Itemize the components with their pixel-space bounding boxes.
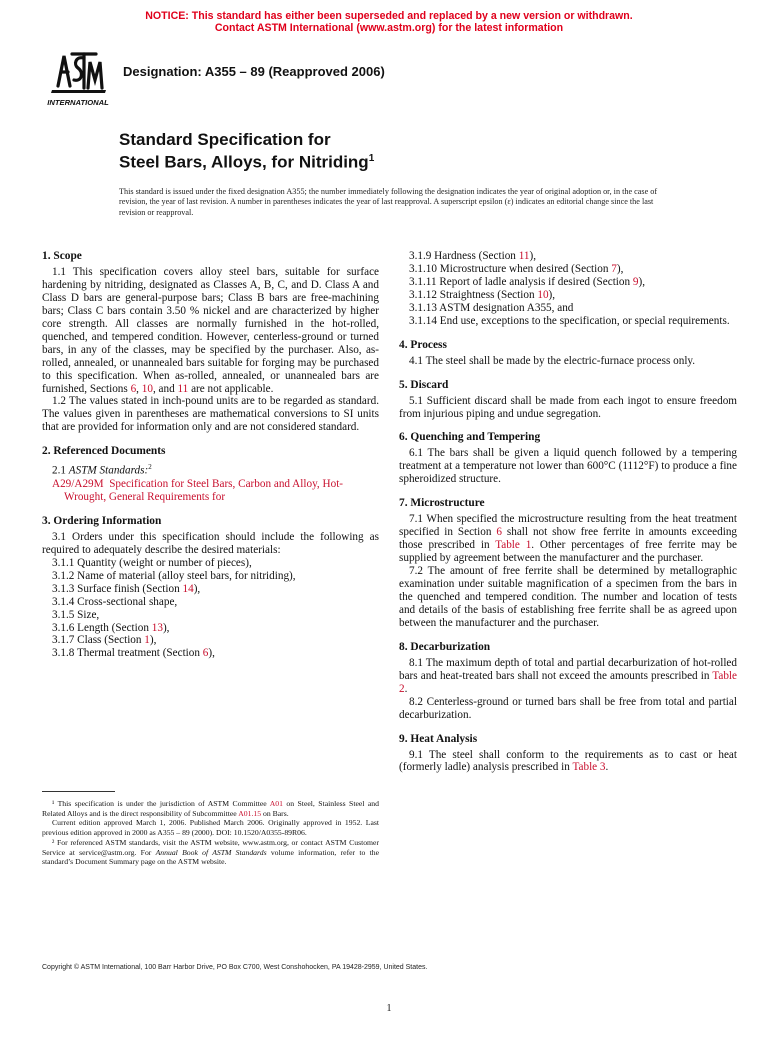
link-section-7[interactable]: 7 [611, 262, 617, 275]
footnote-2-marker: 2 [148, 463, 152, 472]
para-7-1-text-c: . Other percentages of free ferrite may be supplied by agreement between the manufacturer and the purchaser. [399, 539, 737, 565]
list-item [42, 647, 379, 660]
link-section-10[interactable]: 10 [537, 288, 549, 301]
para-7-1-text: 7.1 When specified the microstructure resulting from the heat treatment specified in Section [399, 513, 737, 539]
para-1-2: 1.2 The values stated in inch-pound units are to be regarded as standard. The values given in parentheses are mathematical conversions to SI units that are provided for information only and are not considered standard. [42, 395, 379, 434]
designation: Designation: A355 – 89 (Reapproved 2006) [123, 64, 385, 79]
footnotes [42, 799, 379, 867]
list-item [42, 622, 379, 635]
fn1-text-c: on Bars. [261, 808, 289, 818]
link-section-1[interactable]: 1 [144, 634, 150, 647]
item-tail: ), [548, 288, 556, 301]
para-9-1-tail: . [605, 761, 609, 774]
link-table-3[interactable]: Table 3 [572, 761, 606, 774]
link-committee-a01[interactable]: A01 [269, 799, 283, 808]
item-text: 3.1.6 Length (Section [52, 621, 152, 634]
link-section-6[interactable]: 6 [496, 526, 502, 539]
list-item [42, 609, 379, 622]
item-tail: ), [149, 634, 157, 647]
astm-logo [44, 46, 112, 108]
item-text: 3.1.3 Surface finish (Section [52, 582, 183, 595]
link-section-11[interactable]: 11 [518, 250, 530, 262]
para-3-1: 3.1 Orders under this specification should include the following as required to adequately describe the desired materials: [42, 530, 379, 556]
para-7-2: 7.2 The amount of free ferrite shall be determined by metallographic examination under suitable magnification of a specimen from the bars in the quenched and tempered condition. The number and location of tests and details of the basis of establishing free ferrite shall be as agreed upon between the manufacturer and the purchaser. [399, 565, 737, 629]
sep: , and [152, 382, 175, 395]
title-line-2-text: Steel Bars, Alloys, for Nitriding [119, 152, 369, 172]
list-item [399, 276, 737, 289]
link-section-9[interactable]: 9 [632, 275, 639, 288]
intro-note: This standard is issued under the fixed designation A355; the number immediately following the designation indicates the year of original adoption or, in the case of revision, the year of last revision. A number in parentheses indicates the year of last reapproval. A superscript epsilon (ε) indicates an editorial change since the last revision or reapproval. [119, 187, 658, 217]
item-text: 3.1.4 Cross-sectional shape, [52, 595, 178, 608]
fn2-text: ² For referenced ASTM standards, visit the ASTM website, www.astm.org, or contact ASTM Customer Service at service@astm.org. For [42, 837, 379, 857]
footnote-1 [42, 799, 379, 818]
item-text: 3.1.9 Hardness (Section [409, 250, 519, 262]
logo-wordmark: INTERNATIONAL [47, 98, 109, 107]
section-6-heading: 6. Quenching and Tempering [399, 431, 541, 444]
para-7-1-text-b: shall not show free ferrite in amounts exceeding those prescribed in [399, 526, 738, 552]
item-tail: ), [529, 250, 536, 262]
list-item-14: 3.1.14 End use, exceptions to the specification, or special requirements. [409, 314, 730, 327]
list-item [42, 596, 379, 609]
item-text: 3.1.10 Microstructure when desired (Section [409, 262, 612, 275]
title-line-2 [119, 149, 374, 172]
para-5-1: 5.1 Sufficient discard shall be made from each ingot to ensure freedom from injurious piping and undue segregation. [399, 394, 737, 420]
list-item [42, 583, 379, 596]
section-3-heading: 3. Ordering Information [42, 514, 162, 527]
link-table-1[interactable]: Table 1 [495, 539, 532, 552]
item-tail: ), [208, 647, 215, 660]
sep: , [136, 382, 142, 395]
item-tail: ), [193, 582, 201, 595]
para-1-1-text: 1.1 This specification covers alloy steel bars, suitable for surface hardening by nitriding, designated as Classes A, B, C, and D. Class A and Class D bars are general-purpose bars; Class B bars are free-machining bars; Class C bars contain 3.50 % nickel and are characterized by higher core strength. All classes are normally furnished in the hot-rolled, quenched, and tempered condition. However, centerless-ground or turned bars, in any of the classes, may be specified by the purchaser. Also, as-rolled, annealed, or unannealed bars suitable for forging may be purchased to this specification. When as-rolled, annealed, or unannealed bars are furnished, Sections [42, 265, 379, 395]
para-8-1-tail: . [404, 682, 408, 695]
section-4-heading: 4. Process [399, 338, 447, 351]
item-text: 3.1.12 Straightness (Section [409, 288, 538, 301]
fn1-text-b: on Steel, Stainless Steel and Related Alloys and is the direct responsibility of Subcommittee [42, 799, 379, 818]
notice-line-2: Contact ASTM International (www.astm.org) for the latest information [214, 22, 564, 34]
section-2-heading: 2. Referenced Documents [42, 445, 166, 458]
section-9-heading: 9. Heat Analysis [399, 732, 478, 745]
item-tail: ), [162, 621, 170, 634]
item-tail: ), [638, 275, 646, 288]
reference-title[interactable]: Specification for Steel Bars, Carbon and Alloy, Hot-Wrought, General Requirements for [64, 477, 344, 503]
title-footnote-marker: 1 [368, 153, 375, 164]
item-tail: ), [616, 262, 624, 275]
fn1-text: ¹ This specification is under the jurisdiction of ASTM Committee [52, 799, 270, 808]
copyright-footer: Copyright © ASTM International, 100 Barr Harbor Drive, PO Box C700, West Conshohocken, PA 19428-2959, United States. [42, 964, 428, 971]
para-7-1 [399, 513, 737, 565]
section-8-heading: 8. Decarburization [399, 640, 491, 653]
item-text: 3.1.1 Quantity (weight or number of pieces), [52, 556, 252, 569]
para-8-1 [399, 657, 737, 696]
para-4-1: 4.1 The steel shall be made by the electric-furnace process only. [409, 354, 696, 367]
link-subcommittee-a01-15[interactable]: A01.15 [238, 808, 262, 818]
right-column [399, 250, 737, 774]
link-section-6[interactable]: 6 [130, 382, 137, 395]
reference-a29[interactable] [42, 478, 379, 504]
para-2-1-num: 2.1 [52, 465, 69, 478]
footnote-1-edition: Current edition approved March 1, 2006. Published March 2006. Originally approved in 1952. Last previous edition approved in 2000 as A355 – 89 (2000). DOI: 10.1520/A0355-89R06. [42, 818, 379, 838]
link-section-13[interactable]: 13 [151, 621, 163, 634]
item-text: 3.1.11 Report of ladle analysis if desired (Section [409, 275, 633, 288]
footnote-2 [42, 838, 379, 867]
list-item [42, 570, 379, 583]
link-section-11[interactable]: 11 [177, 382, 189, 395]
link-section-14[interactable]: 14 [182, 582, 194, 595]
item-text: 3.1.5 Size, [52, 608, 100, 621]
list-item [42, 634, 379, 647]
item-text: 3.1.13 ASTM designation A355, and [409, 301, 574, 314]
para-2-1 [42, 461, 379, 478]
list-item [42, 557, 379, 570]
link-section-10[interactable]: 10 [141, 382, 153, 395]
fn2-text-b: volume information, refer to the standard’s Document Summary page on the ASTM website. [42, 847, 379, 867]
astm-standards-label: ASTM Standards: [68, 465, 149, 478]
section-7-heading: 7. Microstructure [399, 497, 485, 510]
notice-line-1: NOTICE: This standard has either been superseded and replaced by a new version or withdrawn. [145, 10, 633, 22]
para-1-1-tail: are not applicable. [188, 382, 274, 395]
list-item [399, 289, 737, 302]
para-9-1-text: 9.1 The steel shall conform to the requirements as to cast or heat (formerly ladle) analysis prescribed in [399, 748, 737, 774]
astm-logo-icon [44, 46, 112, 108]
item-text: 3.1.2 Name of material (alloy steel bars, for nitriding), [52, 569, 296, 582]
para-9-1 [399, 749, 737, 775]
para-8-1-text: 8.1 The maximum depth of total and partial decarburization of hot-rolled bars and heat-treated bars shall not exceed the amounts prescribed in [399, 656, 737, 682]
fn2-emphasis: Annual Book of ASTM Standards [155, 847, 267, 857]
page-number: 1 [386, 1003, 392, 1014]
ordering-items-list [42, 557, 379, 661]
list-item [399, 302, 737, 315]
link-section-6[interactable]: 6 [202, 647, 209, 660]
reference-code[interactable]: A29/A29M [52, 477, 104, 490]
item-text: 3.1.7 Class (Section [52, 634, 145, 647]
title-line-1: Standard Specification for [119, 130, 331, 149]
list-item [399, 263, 737, 276]
para-1-1 [42, 266, 379, 396]
para-8-2: 8.2 Centerless-ground or turned bars shall be free from total and partial decarburization. [399, 695, 737, 721]
section-1-heading: 1. Scope [42, 250, 82, 262]
left-column [42, 250, 379, 660]
item-text: 3.1.8 Thermal treatment (Section [52, 647, 203, 660]
list-item [399, 250, 737, 263]
link-table-2[interactable]: Table 2 [399, 669, 737, 695]
section-5-heading: 5. Discard [399, 378, 449, 391]
footnote-divider [42, 791, 115, 792]
document-title [119, 130, 374, 172]
para-6-1: 6.1 The bars shall be given a liquid quench followed by a tempering treatment at a temperature not lower than 600°C (1112°F) to produce a fine spheroidized structure. [399, 447, 737, 486]
